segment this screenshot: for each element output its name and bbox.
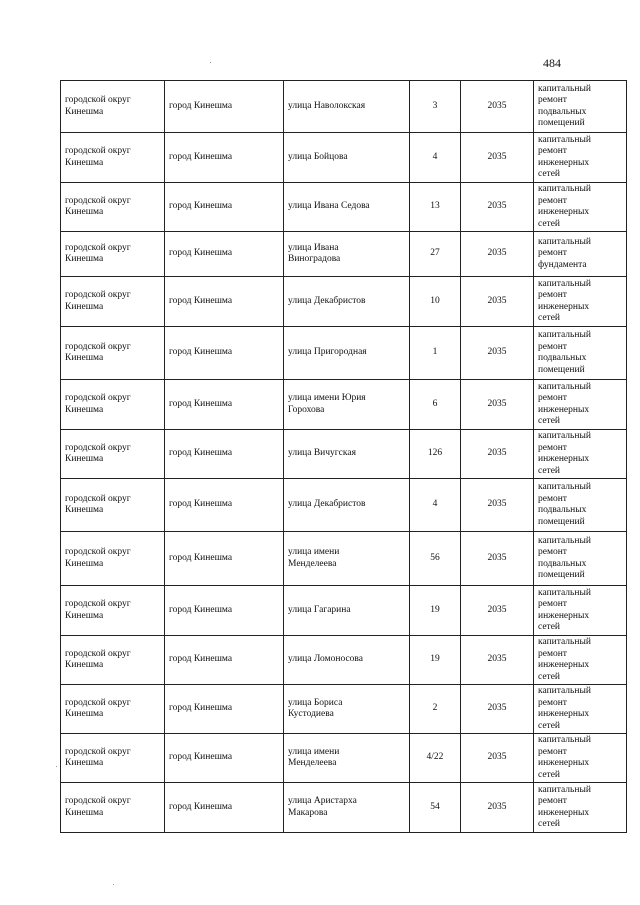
street-cell [284,183,410,232]
table-body [61,81,627,833]
house-cell [410,232,461,277]
table-row [61,430,627,479]
district-cell [61,380,165,430]
city-cell [165,277,284,327]
year-cell [461,783,534,833]
table-row [61,183,627,232]
year-cell [461,430,534,479]
street-text: улица Гагарина [288,604,351,615]
house-text: 1 [432,347,438,358]
work-type-text: капитальный ремонт инженерных сетей [538,184,591,229]
work-type-text: капитальный ремонт инженерных сетей [538,735,591,780]
work-type-text: капитальный ремонт инженерных сетей [538,431,591,476]
table-row [61,532,627,586]
year-text: 2035 [487,654,507,665]
table-row [61,636,627,685]
house-text: 2 [432,703,438,714]
city-text: город Кинешма [169,100,233,111]
work-type-cell [534,636,627,685]
work-type-text: капитальный ремонт подвальных помещений [538,482,591,527]
scan-speck [210,62,211,63]
repair-schedule-table [60,80,627,833]
street-text: улица Пригородная [288,347,367,358]
year-text: 2035 [487,100,507,111]
city-text: город Кинешма [169,654,233,665]
street-text: улица Наволокская [288,100,366,111]
work-type-text: капитальный ремонт инженерных сетей [538,587,591,632]
work-type-cell [534,479,627,532]
table-row [61,277,627,327]
city-cell [165,430,284,479]
district-cell [61,430,165,479]
district-text: городской округ Кинешма [65,697,131,719]
house-cell [410,636,461,685]
house-text: 4/22 [426,752,444,763]
house-text: 6 [432,398,438,409]
district-text: городской округ Кинешма [65,341,131,363]
table-row [61,734,627,783]
district-text: городской округ Кинешма [65,146,131,168]
district-cell [61,734,165,783]
table-row [61,81,627,133]
year-cell [461,327,534,380]
district-cell [61,81,165,133]
year-cell [461,277,534,327]
house-cell [410,586,461,636]
work-type-cell [534,685,627,734]
district-text: городской округ Кинешма [65,242,131,264]
house-text: 19 [430,604,440,615]
work-type-cell [534,586,627,636]
table-row [61,586,627,636]
year-text: 2035 [487,703,507,714]
work-type-cell [534,734,627,783]
year-cell [461,685,534,734]
house-cell [410,734,461,783]
city-text: город Кинешма [169,752,233,763]
work-type-text: капитальный ремонт инженерных сетей [538,686,591,731]
work-type-cell [534,430,627,479]
city-text: город Кинешма [169,347,233,358]
year-cell [461,479,534,532]
city-text: город Кинешма [169,703,233,714]
street-text: улица Ивана Седова [288,201,370,212]
house-text: 10 [430,295,440,306]
work-type-cell [534,327,627,380]
year-cell [461,586,534,636]
street-text: улица Ломоносова [288,654,363,665]
city-cell [165,232,284,277]
street-cell [284,232,410,277]
district-text: городской округ Кинешма [65,796,131,818]
city-text: город Кинешма [169,801,233,812]
street-text: улица имени Менделеева [288,547,340,569]
district-text: городской округ Кинешма [65,493,131,515]
work-type-text: капитальный ремонт инженерных сетей [538,381,591,426]
district-cell [61,133,165,183]
street-text: улица Бориса Кустодиева [288,697,343,719]
scan-speck [56,766,57,767]
city-text: город Кинешма [169,448,233,459]
district-text: городской округ Кинешма [65,393,131,415]
year-text: 2035 [487,499,507,510]
street-text: улица имени Менделеева [288,746,340,768]
street-cell [284,430,410,479]
year-text: 2035 [487,448,507,459]
house-cell [410,685,461,734]
street-cell [284,586,410,636]
work-type-text: капитальный ремонт инженерных сетей [538,278,591,323]
table-row [61,327,627,380]
city-text: город Кинешма [169,604,233,615]
street-cell [284,133,410,183]
year-cell [461,232,534,277]
city-cell [165,183,284,232]
work-type-cell [534,81,627,133]
street-text: улица Бойцова [288,151,348,162]
district-text: городской округ Кинешма [65,599,131,621]
year-text: 2035 [487,201,507,212]
district-cell [61,586,165,636]
street-text: улица Ивана Виноградова [288,242,341,264]
house-text: 27 [430,248,440,259]
street-cell [284,636,410,685]
house-cell [410,532,461,586]
street-text: улица Декабристов [288,295,366,306]
house-cell [410,380,461,430]
street-text: улица Аристарха Макарова [288,796,357,818]
year-cell [461,380,534,430]
house-text: 126 [427,448,443,459]
house-cell [410,277,461,327]
city-cell [165,783,284,833]
work-type-text: капитальный ремонт фундамента [538,236,591,270]
work-type-cell [534,232,627,277]
work-type-cell [534,380,627,430]
year-cell [461,532,534,586]
house-text: 19 [430,654,440,665]
work-type-text: капитальный ремонт инженерных сетей [538,134,591,179]
page-number: 484 [543,56,561,70]
city-cell [165,685,284,734]
house-text: 13 [430,201,440,212]
house-cell [410,479,461,532]
street-cell [284,81,410,133]
district-text: городской округ Кинешма [65,746,131,768]
district-cell [61,232,165,277]
year-text: 2035 [487,552,507,563]
table-row [61,685,627,734]
street-cell [284,532,410,586]
street-cell [284,685,410,734]
street-cell [284,277,410,327]
house-text: 54 [430,801,440,812]
house-cell [410,183,461,232]
city-cell [165,81,284,133]
year-cell [461,734,534,783]
district-text: городской округ Кинешма [65,290,131,312]
city-cell [165,133,284,183]
work-type-cell [534,783,627,833]
district-cell [61,277,165,327]
table-row [61,479,627,532]
district-cell [61,636,165,685]
district-text: городской округ Кинешма [65,95,131,117]
work-type-cell [534,532,627,586]
house-cell [410,430,461,479]
district-cell [61,327,165,380]
year-text: 2035 [487,752,507,763]
city-text: город Кинешма [169,295,233,306]
city-text: город Кинешма [169,398,233,409]
city-cell [165,734,284,783]
city-text: город Кинешма [169,248,233,259]
year-text: 2035 [487,151,507,162]
street-cell [284,734,410,783]
street-cell [284,783,410,833]
city-cell [165,479,284,532]
house-cell [410,327,461,380]
year-text: 2035 [487,295,507,306]
district-cell [61,685,165,734]
street-text: улица Декабристов [288,499,366,510]
city-text: город Кинешма [169,201,233,212]
year-text: 2035 [487,398,507,409]
table-row [61,783,627,833]
work-type-text: капитальный ремонт подвальных помещений [538,83,591,128]
year-cell [461,81,534,133]
work-type-text: капитальный ремонт инженерных сетей [538,637,591,682]
year-text: 2035 [487,248,507,259]
year-text: 2035 [487,801,507,812]
district-cell [61,479,165,532]
district-text: городской округ Кинешма [65,547,131,569]
house-text: 4 [432,499,438,510]
city-cell [165,532,284,586]
table-row [61,232,627,277]
district-text: городской округ Кинешма [65,648,131,670]
work-type-cell [534,183,627,232]
house-cell [410,81,461,133]
work-type-text: капитальный ремонт подвальных помещений [538,330,591,375]
table-row [61,133,627,183]
city-text: город Кинешма [169,552,233,563]
district-cell [61,532,165,586]
district-text: городской округ Кинешма [65,195,131,217]
street-cell [284,327,410,380]
house-text: 56 [430,552,440,563]
year-text: 2035 [487,347,507,358]
city-cell [165,380,284,430]
street-text: улица Вичугская [288,448,356,459]
city-cell [165,636,284,685]
house-text: 3 [432,100,438,111]
year-cell [461,133,534,183]
year-text: 2035 [487,604,507,615]
city-text: город Кинешма [169,499,233,510]
street-cell [284,380,410,430]
year-cell [461,183,534,232]
work-type-cell [534,133,627,183]
table-row [61,380,627,430]
scan-speck [113,884,114,885]
city-text: город Кинешма [169,151,233,162]
district-text: городской округ Кинешма [65,442,131,464]
work-type-cell [534,277,627,327]
district-cell [61,783,165,833]
house-text: 4 [432,151,438,162]
city-cell [165,327,284,380]
district-cell [61,183,165,232]
street-cell [284,479,410,532]
street-text: улица имени Юрия Горохова [288,393,366,415]
house-cell [410,783,461,833]
city-cell [165,586,284,636]
work-type-text: капитальный ремонт подвальных помещений [538,535,591,580]
year-cell [461,636,534,685]
work-type-text: капитальный ремонт инженерных сетей [538,784,591,829]
house-cell [410,133,461,183]
